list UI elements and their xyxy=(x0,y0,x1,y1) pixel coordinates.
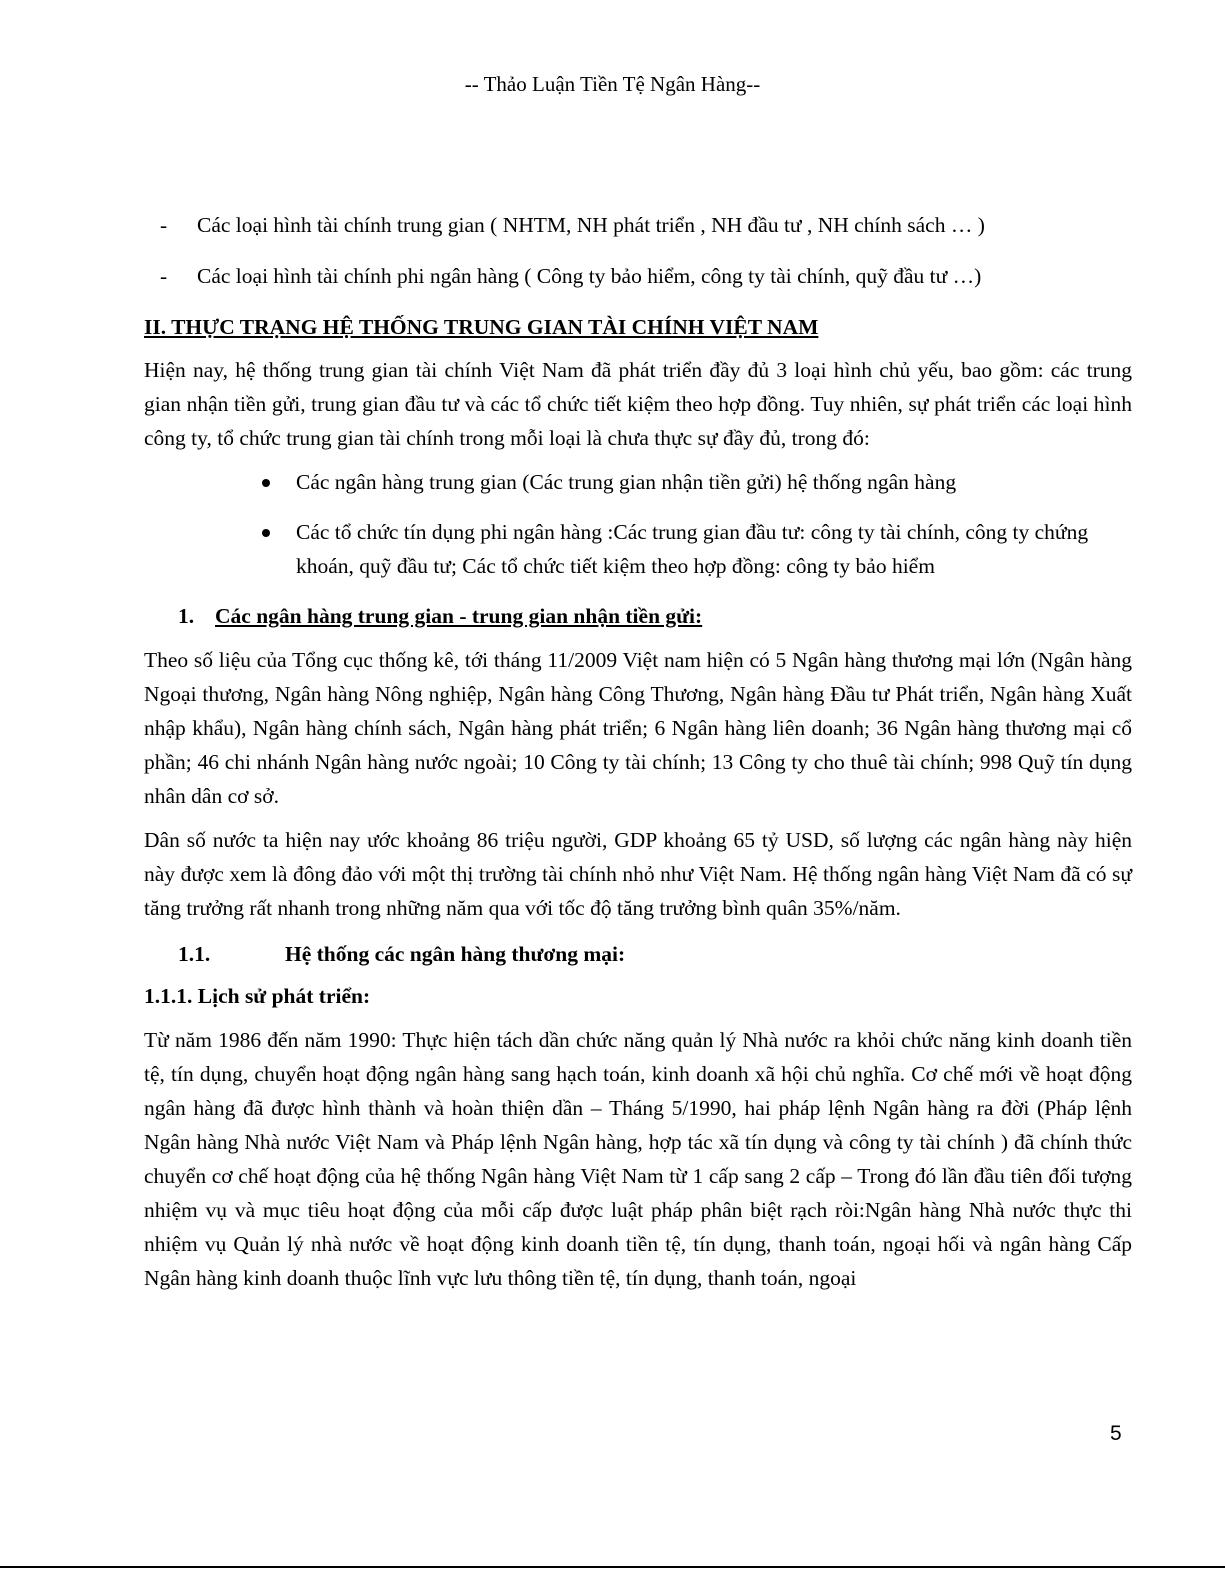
dash-item-text: Các loại hình tài chính phi ngân hàng ( Công ty bảo hiểm, công ty tài chính, quỹ đầu tư …) xyxy=(197,264,982,288)
bullet-item xyxy=(144,515,1132,583)
bullet-text: Các tổ chức tín dụng phi ngân hàng :Các trung gian đầu tư: công ty tài chính, công ty chứng khoán, quỹ đầu tư; Các tổ chức tiết kiệm theo hợp đồng: công ty bảo hiểm xyxy=(296,520,1089,578)
page-bottom-divider xyxy=(0,1566,1225,1568)
subsection-title: Các ngân hàng trung gian - trung gian nhận tiền gửi: xyxy=(215,604,703,628)
subsection-number: 1. xyxy=(178,604,195,628)
bullet-item xyxy=(144,465,1132,499)
dash-item-text: Các loại hình tài chính trung gian ( NHTM, NH phát triển , NH đầu tư , NH chính sách … ) xyxy=(197,213,985,237)
dash-list-item xyxy=(144,259,1132,293)
subsection-heading xyxy=(144,937,1132,971)
body-paragraph: Theo số liệu của Tổng cục thống kê, tới tháng 11/2009 Việt nam hiện có 5 Ngân hàng thương mại lớn (Ngân hàng Ngoại thương, Ngân hàng Nông nghiệp, Ngân hàng Công Thương, Ngân hàng Đầu tư Phát triển, Ngân hàng Xuất nhập khẩu), Ngân hàng chính sách, Ngân hàng phát triển; 6 Ngân hàng liên doanh; 36 Ngân hàng thương mại cổ phần; 46 chi nhánh Ngân hàng nước ngoài; 10 Công ty tài chính; 13 Công ty cho thuê tài chính; 998 Quỹ tín dụng nhân dân cơ sở. xyxy=(144,648,1132,808)
bullet-dot-icon xyxy=(262,479,270,487)
bullet-dot-icon xyxy=(262,529,270,537)
dash-marker: - xyxy=(160,213,168,237)
subsection-title: Hệ thống các ngân hàng thương mại: xyxy=(285,942,626,966)
page-content xyxy=(144,208,1132,1305)
page-number: 5 xyxy=(1110,1422,1122,1445)
subsubsection-heading: 1.1.1. Lịch sử phát triển: xyxy=(144,984,371,1008)
section-heading: II. THỰC TRẠNG HỆ THỐNG TRUNG GIAN TÀI CHÍNH VIỆT NAM xyxy=(144,315,819,339)
subsection-number: 1.1. xyxy=(178,942,211,966)
body-paragraph: Dân số nước ta hiện nay ước khoảng 86 triệu người, GDP khoảng 65 tỷ USD, số lượng các ngân hàng này hiện này được xem là đông đảo với một thị trường tài chính nhỏ như Việt Nam. Hệ thống ngân hàng Việt Nam đã có sự tăng trưởng rất nhanh trong những năm qua với tốc độ tăng trưởng bình quân 35%/năm. xyxy=(144,828,1132,920)
bullet-text: Các ngân hàng trung gian (Các trung gian nhận tiền gửi) hệ thống ngân hàng xyxy=(296,470,957,494)
section-intro-paragraph: Hiện nay, hệ thống trung gian tài chính Việt Nam đã phát triển đầy đủ 3 loại hình chủ yếu, bao gồm: các trung gian nhận tiền gửi, trung gian đầu tư và các tổ chức tiết kiệm theo hợp đồng. Tuy nhiên, sự phát triển các loại hình công ty, tổ chức trung gian tài chính trong mỗi loại là chưa thực sự đầy đủ, trong đó: xyxy=(144,358,1132,450)
bullet-list xyxy=(144,465,1132,583)
dash-marker: - xyxy=(160,264,168,288)
subsection-heading xyxy=(144,599,1132,633)
body-paragraph: Từ năm 1986 đến năm 1990: Thực hiện tách dần chức năng quản lý Nhà nước ra khỏi chức năng kinh doanh tiền tệ, tín dụng, chuyển hoạt động ngân hàng sang hạch toán, kinh doanh xã hội chủ nghĩa. Cơ chế mới về hoạt động ngân hàng đã được hình thành và hoàn thiện dần – Tháng 5/1990, hai pháp lệnh Ngân hàng ra đời (Pháp lệnh Ngân hàng Nhà nước Việt Nam và Pháp lệnh Ngân hàng, hợp tác xã tín dụng và công ty tài chính ) đã chính thức chuyển cơ chế hoạt động của hệ thống Ngân hàng Việt Nam từ 1 cấp sang 2 cấp – Trong đó lần đầu tiên đối tượng nhiệm vụ và mục tiêu hoạt động của mỗi cấp được luật pháp phân biệt rạch ròi:Ngân hàng Nhà nước thực thi nhiệm vụ Quản lý nhà nước về hoạt động kinh doanh tiền tệ, tín dụng, thanh toán, ngoại hối và ngân hàng Cấp Ngân hàng kinh doanh thuộc lĩnh vực lưu thông tiền tệ, tín dụng, thanh toán, ngoại xyxy=(144,1028,1132,1290)
page-header: -- Thảo Luận Tiền Tệ Ngân Hàng-- xyxy=(464,72,761,96)
dash-list-item xyxy=(144,208,1132,242)
